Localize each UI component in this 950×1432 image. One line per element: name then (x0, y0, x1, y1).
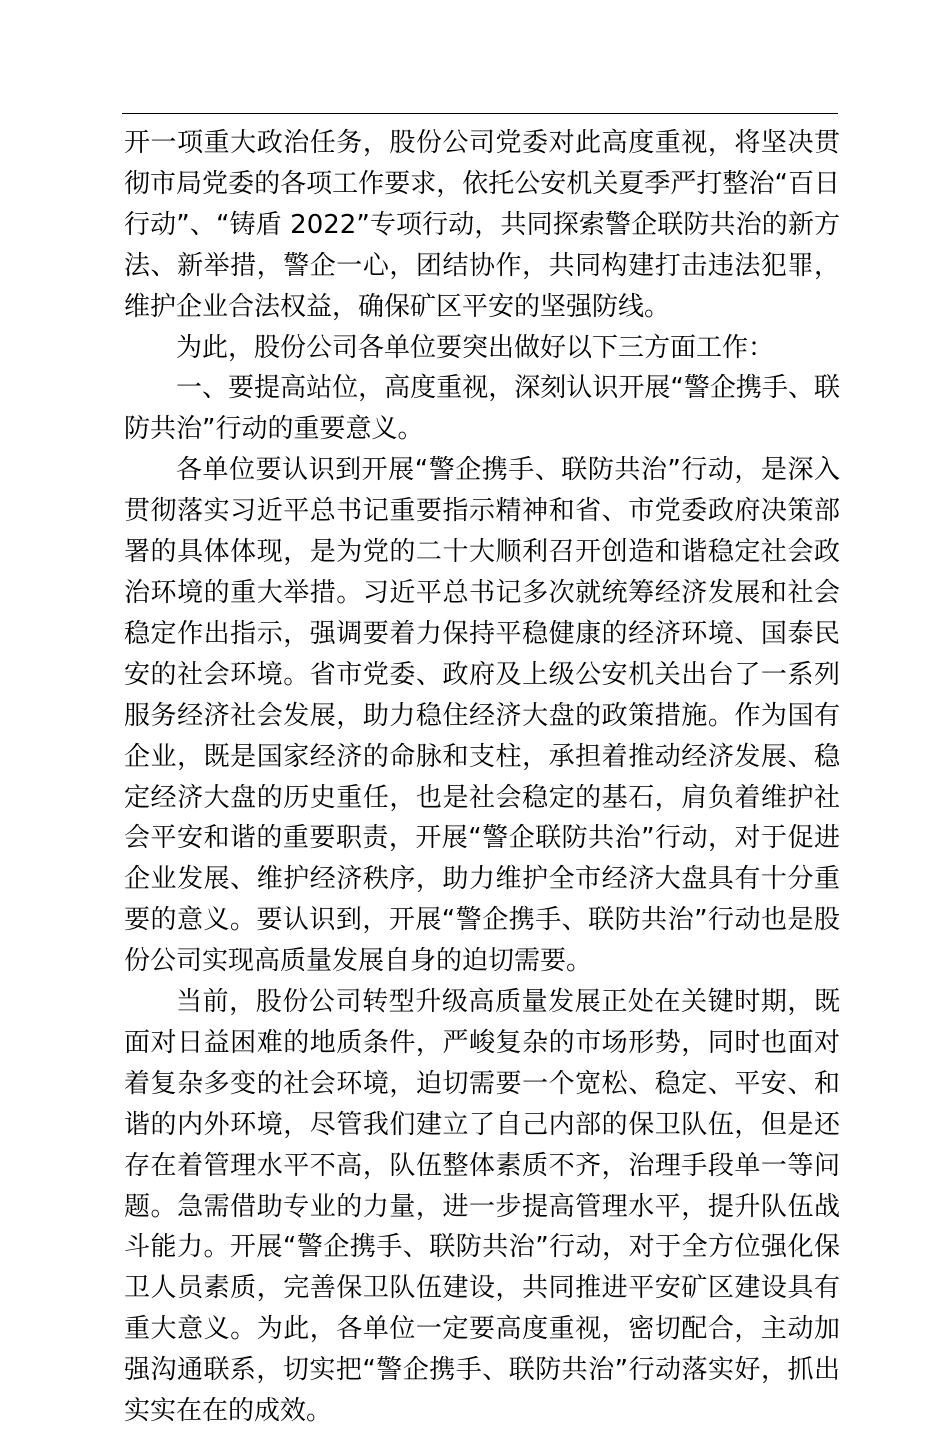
header-rule (122, 113, 838, 114)
document-body (124, 123, 840, 1432)
section-heading-1: 一、要提高站位，高度重视，深刻认识开展“警企携手、联防共治”行动的重要意义。 (124, 373, 840, 445)
paragraph-intro: 为此，股份公司各单位要突出做好以下三方面工作： (176, 332, 775, 363)
paragraph-current-situation: 当前，股份公司转型升级高质量发展正处在关键时期，既面对日益困难的地质条件，严峻复杂的市场形势，同时也面对着复杂多变的社会环境，迫切需要一个宽松、稳定、平安、和谐的内外环境，尽管我们建立了自己内部的保卫队伍，但是还存在着管理水平不高，队伍整体素质不齐，治理手段单一等问题。急需借助专业的力量，进一步提高管理水平，提升队伍战斗能力。开展“警企携手、联防共治”行动，对于全方位强化保卫人员素质，完善保卫队伍建设，共同推进平安矿区建设具有重大意义。为此，各单位一定要高度重视，密切配合，主动加强沟通联系，切实把“警企携手、联防共治”行动落实好，抓出实实在在的成效。 (124, 987, 840, 1427)
paragraph-continued: 开一项重大政治任务，股份公司党委对此高度重视，将坚决贯彻市局党委的各项工作要求，依托公安机关夏季严打整治“百日行动”、“铸盾 2022”专项行动，共同探索警企联防共治的新方法、新举措，警企一心，团结协作，共同构建打击违法犯罪，维护企业合法权益，确保矿区平安的坚强防线。 (124, 128, 840, 322)
paragraph-significance: 各单位要认识到开展“警企携手、联防共治”行动，是深入贯彻落实习近平总书记重要指示精神和省、市党委政府决策部署的具体体现，是为党的二十大顺利召开创造和谐稳定社会政治环境的重大举措。习近平总书记多次就统筹经济发展和社会稳定作出指示，强调要着力保持平稳健康的经济环境、国泰民安的社会环境。省市党委、政府及上级公安机关出台了一系列服务经济社会发展，助力稳住经济大盘的政策措施。作为国有企业，既是国家经济的命脉和支柱，承担着推动经济发展、稳定经济大盘的历史重任，也是社会稳定的基石，肩负着维护社会平安和谐的重要职责，开展“警企联防共治”行动，对于促进企业发展、维护经济秩序，助力维护全市经济大盘具有十分重要的意义。要认识到，开展“警企携手、联防共治”行动也是股份公司实现高质量发展自身的迫切需要。 (124, 455, 840, 977)
